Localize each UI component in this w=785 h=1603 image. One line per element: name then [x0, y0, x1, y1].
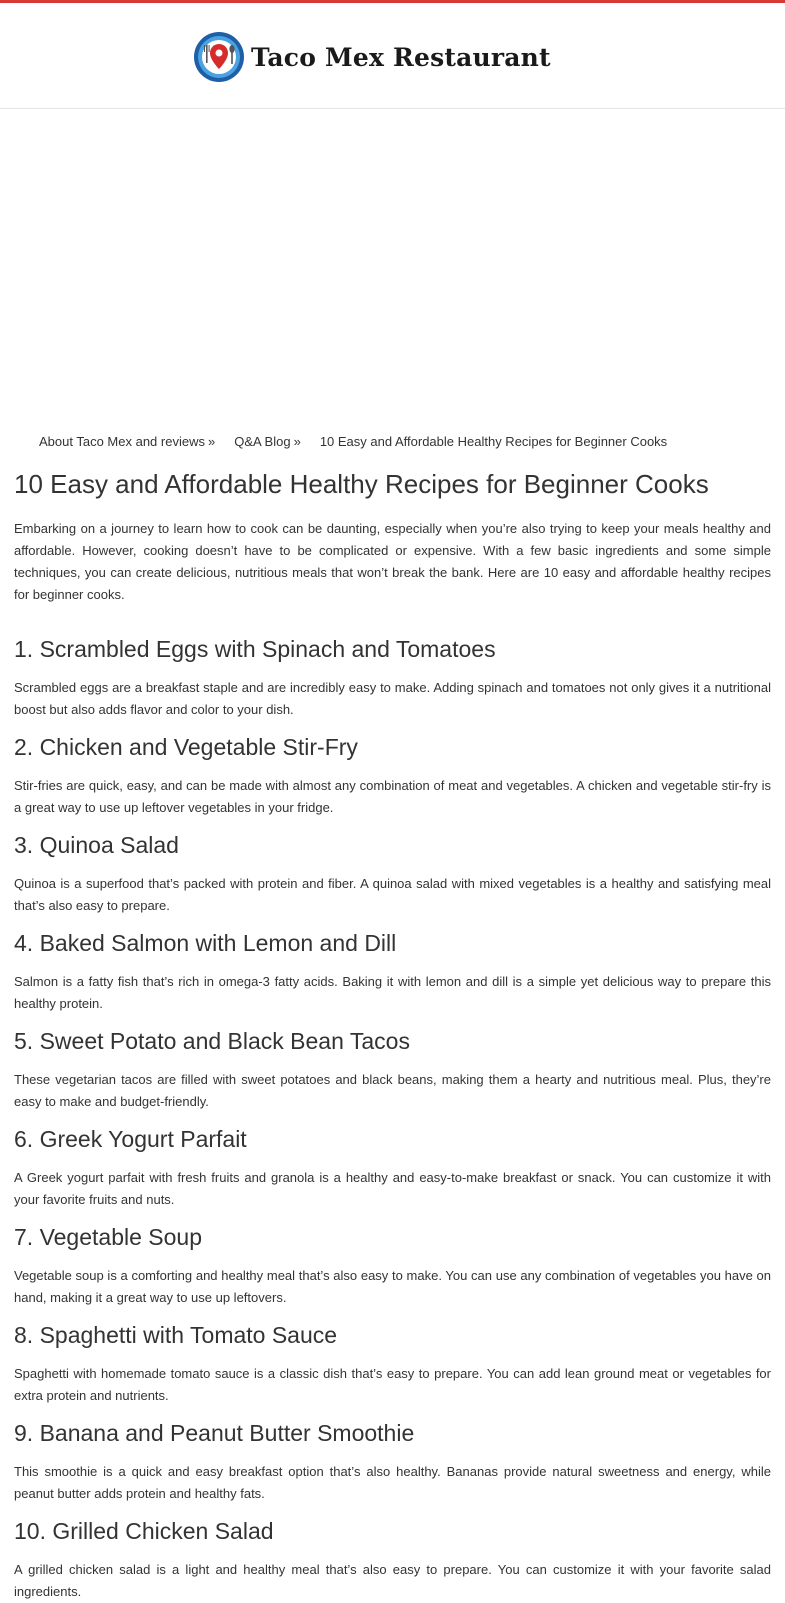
site-header	[0, 3, 785, 109]
recipe-heading: 9. Banana and Peanut Butter Smoothie	[14, 1420, 415, 1446]
recipe-heading: 8. Spaghetti with Tomato Sauce	[14, 1322, 338, 1348]
recipe-section	[14, 634, 771, 721]
recipe-heading: 10. Grilled Chicken Salad	[14, 1518, 274, 1544]
recipe-text: Spaghetti with homemade tomato sauce is a classic dish that’s easy to prepare. You can add lean ground meat or vegetables for extra protein and nutrients.	[14, 1366, 771, 1403]
breadcrumb	[39, 432, 667, 450]
article	[14, 467, 771, 606]
ad-space	[0, 110, 785, 425]
recipe-section	[14, 1026, 771, 1113]
recipe-section	[14, 732, 771, 819]
article-title: 10 Easy and Affordable Healthy Recipes for Beginner Cooks	[14, 469, 709, 499]
recipe-heading: 4. Baked Salmon with Lemon and Dill	[14, 930, 397, 956]
recipe-heading: 6. Greek Yogurt Parfait	[14, 1126, 247, 1152]
recipe-text: Scrambled eggs are a breakfast staple and are incredibly easy to make. Adding spinach and tomatoes not only gives it a nutritional boost but also adds flavor and color to your dish.	[14, 680, 771, 717]
breadcrumb-link-about[interactable]: About Taco Mex and reviews	[39, 433, 205, 449]
site-logo-link[interactable]	[193, 30, 553, 84]
recipe-heading: 2. Chicken and Vegetable Stir-Fry	[14, 734, 358, 760]
breadcrumb-separator: »	[293, 433, 301, 449]
recipe-text: Quinoa is a superfood that’s packed with protein and fiber. A quinoa salad with mixed vegetables is a healthy and satisfying meal that’s also easy to prepare.	[14, 876, 771, 913]
recipe-section	[14, 928, 771, 1015]
recipe-section	[14, 1418, 771, 1505]
recipe-section	[14, 1222, 771, 1309]
recipe-heading: 5. Sweet Potato and Black Bean Tacos	[14, 1028, 410, 1054]
recipe-text: This smoothie is a quick and easy breakfast option that’s also healthy. Bananas provide natural sweetness and energy, while peanut butter adds protein and healthy fats.	[14, 1464, 771, 1501]
recipe-section	[14, 1516, 771, 1603]
recipe-section	[14, 830, 771, 917]
recipe-heading: 1. Scrambled Eggs with Spinach and Tomatoes	[14, 636, 496, 662]
recipe-text: Stir-fries are quick, easy, and can be made with almost any combination of meat and vegetables. A chicken and vegetable stir-fry is a great way to use up leftover vegetables in your fridge.	[14, 778, 771, 815]
recipe-text: A grilled chicken salad is a light and healthy meal that’s also easy to prepare. You can customize it with your favorite salad ingredients.	[14, 1562, 771, 1599]
recipe-text: Salmon is a fatty fish that’s rich in omega-3 fatty acids. Baking it with lemon and dill is a simple yet delicious way to prepare this healthy protein.	[14, 974, 771, 1011]
recipe-text: A Greek yogurt parfait with fresh fruits and granola is a healthy and easy-to-make breakfast or snack. You can customize it with your favorite fruits and nuts.	[14, 1170, 771, 1207]
recipe-section	[14, 1124, 771, 1211]
recipe-heading: 3. Quinoa Salad	[14, 832, 179, 858]
site-name: Taco Mex Restaurant	[251, 42, 551, 72]
recipe-section	[14, 1320, 771, 1407]
breadcrumb-current: 10 Easy and Affordable Healthy Recipes for Beginner Cooks	[319, 433, 668, 449]
breadcrumb-link-qa-blog[interactable]: Q&A Blog	[234, 433, 291, 449]
recipe-heading: 7. Vegetable Soup	[14, 1224, 202, 1250]
breadcrumb-separator: »	[207, 433, 216, 449]
recipe-text: These vegetarian tacos are filled with sweet potatoes and black beans, making them a hearty and nutritious meal. Plus, they’re easy to make and budget-friendly.	[14, 1072, 771, 1109]
map-pin-fork-spoon-icon	[193, 31, 245, 83]
recipe-text: Vegetable soup is a comforting and healthy meal that’s also easy to make. You can use any combination of vegetables you have on hand, making it a great way to use up leftovers.	[14, 1268, 771, 1305]
article-intro: Embarking on a journey to learn how to cook can be daunting, especially when you’re also trying to keep your meals healthy and affordable. However, cooking doesn’t have to be complicated or expensive. With a few basic ingredients and some simple techniques, you can create delicious, nutritious meals that won’t break the bank. Here are 10 easy and affordable healthy recipes for beginner cooks.	[14, 521, 771, 602]
